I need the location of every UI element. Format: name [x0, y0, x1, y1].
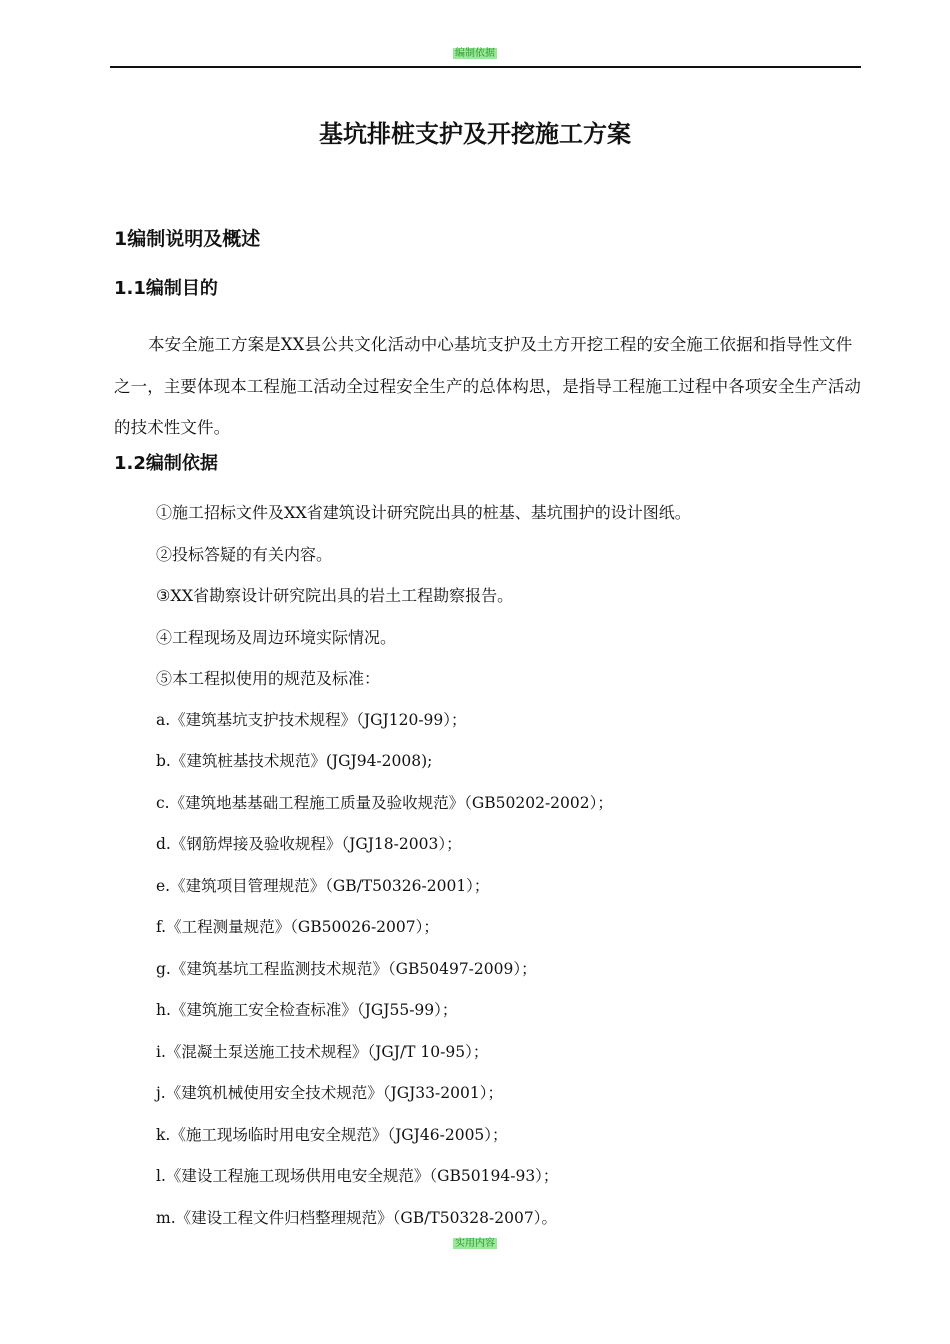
standard-item: g.《建筑基坑工程监测技术规范》（GB50497-2009）；	[156, 959, 537, 978]
standard-item: j.《建筑机械使用安全技术规范》（JGJ33-2001）；	[156, 1084, 503, 1102]
basis-item: ④工程现场及周边环境实际情况。	[156, 627, 397, 647]
standard-item: k.《施工现场临时用电安全规范》（JGJ46-2005）；	[156, 1125, 508, 1144]
section-heading-1-1: 1.1编制目的	[114, 278, 218, 299]
standard-item: d.《钢筋焊接及验收规程》（JGJ18-2003）；	[156, 835, 462, 853]
standard-item: h.《建筑施工安全检查标准》（JGJ55-99）；	[156, 1001, 458, 1019]
header-divider	[110, 66, 861, 68]
header-tag-text: 编制依据	[455, 48, 495, 59]
standard-item: f.《工程测量规范》（GB50026-2007）；	[156, 918, 439, 936]
basis-item: ②投标答疑的有关内容。	[156, 544, 333, 564]
standard-item: i.《混凝土泵送施工技术规程》（JGJ/T 10-95）；	[156, 1042, 489, 1061]
standard-item: l.《建设工程施工现场供用电安全规范》（GB50194-93）；	[156, 1167, 559, 1185]
standard-item: e.《建筑项目管理规范》（GB/T50326-2001）；	[156, 876, 490, 895]
section-heading-1-2: 1.2编制依据	[114, 453, 218, 474]
basis-item: ①施工招标文件及XX省建筑设计研究院出具的桩基、基坑围护的设计图纸。	[156, 503, 691, 522]
basis-item: ⑤本工程拟使用的规范及标准：	[156, 669, 381, 688]
basis-item: ③XX省勘察设计研究院出具的岩土工程勘察报告。	[156, 586, 514, 605]
section-heading-1: 1编制说明及概述	[114, 228, 261, 250]
standard-item: a.《建筑基坑支护技术规程》（JGJ120-99）；	[156, 710, 467, 729]
standard-item: b.《建筑桩基技术规范》(JGJ94-2008);	[156, 752, 433, 770]
basis-list	[156, 492, 856, 1239]
footer-tag-text: 实用内容	[455, 1238, 495, 1249]
purpose-paragraph: 本安全施工方案是XX县公共文化活动中心基坑支护及土方开挖工程的安全施工依据和指导性文件之一，主要体现本工程施工活动全过程安全生产的总体构思，是指导工程施工过程中各项安全生产活动的技术性文件。	[114, 335, 861, 437]
header-tag	[0, 47, 950, 61]
standard-item: c.《建筑地基基础工程施工质量及验收规范》（GB50202-2002）；	[156, 793, 613, 812]
standard-item: m.《建设工程文件归档整理规范》（GB/T50328-2007）。	[156, 1208, 557, 1227]
footer-tag	[0, 1237, 950, 1251]
document-title: 基坑排桩支护及开挖施工方案	[319, 120, 631, 148]
